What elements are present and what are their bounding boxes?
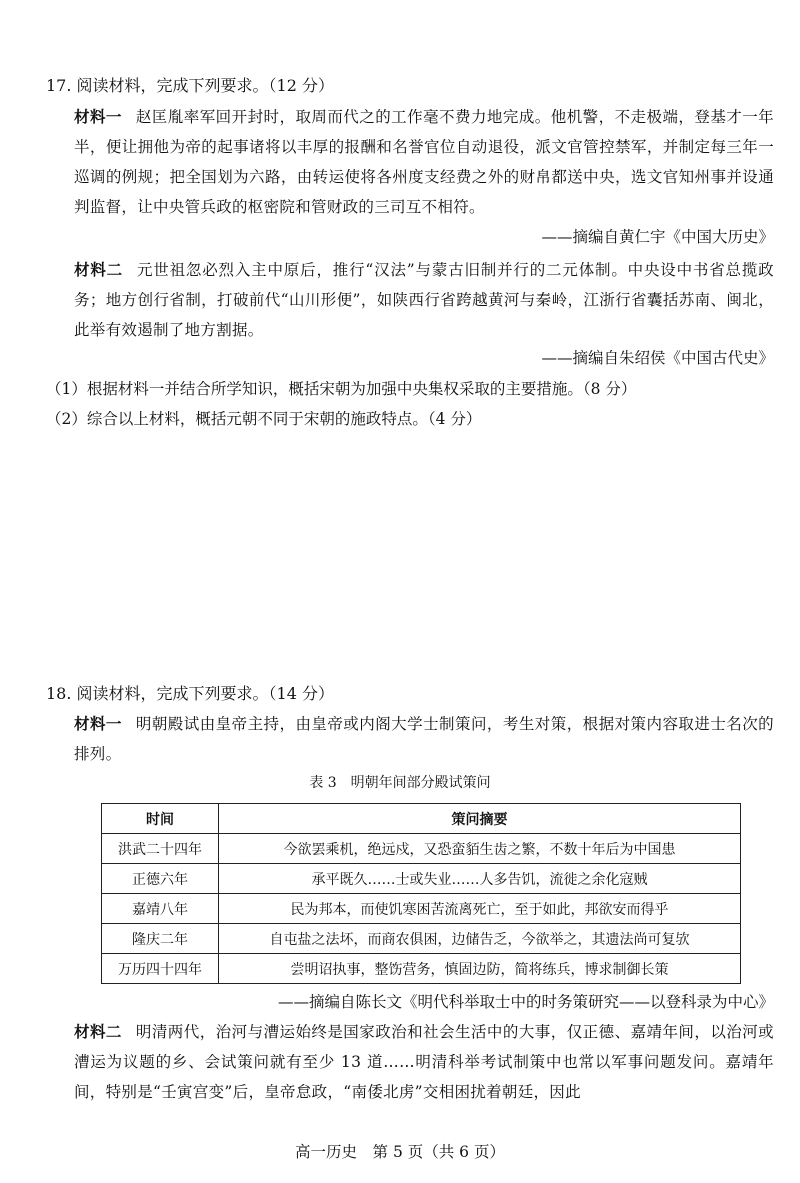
table-source: ——摘编自陈长文《明代科举取士中的时务策研究——以登科录为中心》: [277, 993, 774, 1011]
cell-time: 洪武二十四年: [102, 834, 219, 864]
material-tag: 材料二: [74, 261, 123, 279]
q18-material-2: [74, 1017, 774, 1107]
page-footer: 高一历史 第 5 页（共 6 页）: [295, 1143, 505, 1161]
header-time: 时间: [102, 804, 219, 834]
cell-time: 万历四十四年: [102, 954, 219, 984]
table-row: [102, 924, 741, 954]
table-row: [102, 954, 741, 984]
cell-summary: 民为邦本，而使饥寒困苦流离死亡，至于如此，邦欲安而得乎: [219, 894, 741, 924]
question-17-header: 17. 阅读材料，完成下列要求。（12 分）: [46, 76, 334, 95]
cell-summary: 尝明诏执事，整饬营务，慎固边防，简将练兵，博求制御长策: [219, 954, 741, 984]
cell-summary: 自屯盐之法坏，而商农俱困，边储告乏，今欲举之，其遗法尚可复欤: [219, 924, 741, 954]
material-tag: 材料一: [74, 108, 122, 126]
material-tag: 材料一: [74, 715, 122, 733]
cell-summary: 今欲罢乘机，绝远戍，又恐蛮貊生齿之繁，不数十年后为中国患: [219, 834, 741, 864]
table-row: [102, 834, 741, 864]
table-row: [102, 894, 741, 924]
q17-subquestion-1: （1）根据材料一并结合所学知识，概括宋朝为加强中央集权采取的主要措施。（8 分）: [46, 380, 637, 398]
cell-summary: 承平既久……士或失业……人多告饥，流徙之余化寇贼: [219, 864, 741, 894]
material-text: 元世祖忽必烈入主中原后，推行“汉法”与蒙古旧制并行的二元体制。中央设中书省总揽政务；地方创行省制，打破前代“山川形便”，如陕西行省跨越黄河与秦岭，江浙行省囊括苏南、闽北，此举有效遏制了地方割据。: [74, 261, 774, 339]
material-text: 明清两代，治河与漕运始终是国家政治和社会生活中的大事，仅正德、嘉靖年间，以治河或漕运为议题的乡、会试策问就有至少 13 道……明清科举考试制策中也常以军事问题发问。嘉靖年间，特别是“壬寅宫变”后，皇帝怠政，“南倭北虏”交相困扰着朝廷，因此: [74, 1023, 774, 1101]
table-header-row: [102, 804, 741, 834]
question-18-header: 18. 阅读材料，完成下列要求。（14 分）: [46, 684, 334, 703]
header-summary: 策问摘要: [219, 804, 741, 834]
q18-material-1: [74, 709, 774, 769]
table-caption: 表 3 明朝年间部分殿试策问: [309, 775, 491, 791]
cell-time: 嘉靖八年: [102, 894, 219, 924]
q17-material-1-source: ——摘编自黄仁宇《中国大历史》: [541, 228, 774, 246]
material-text: 赵匡胤率军回开封时，取周而代之的工作毫不费力地完成。他机警，不走极端，登基才一年半，便让拥他为帝的起事诸将以丰厚的报酬和名誉官位自动退役，派文官管控禁军，并制定每三年一巡调的例规；把全国划为六路，由转运使将各州度支经费之外的财帛都送中央，选文官知州事并设通判监督，让中央管兵政的枢密院和管财政的三司互不相符。: [74, 108, 774, 216]
material-tag: 材料二: [74, 1023, 122, 1041]
cell-time: 正德六年: [102, 864, 219, 894]
policy-question-table: [101, 803, 741, 984]
table-row: [102, 864, 741, 894]
q17-material-2-source: ——摘编自朱绍侯《中国古代史》: [541, 349, 774, 367]
q17-material-2: [74, 255, 774, 345]
cell-time: 隆庆二年: [102, 924, 219, 954]
material-text: 明朝殿试由皇帝主持，由皇帝或内阁大学士制策问，考生对策，根据对策内容取进士名次的排列。: [74, 715, 774, 763]
q17-subquestion-2: （2）综合以上材料，概括元朝不同于宋朝的施政特点。（4 分）: [46, 410, 482, 428]
q17-material-1: [74, 102, 774, 222]
